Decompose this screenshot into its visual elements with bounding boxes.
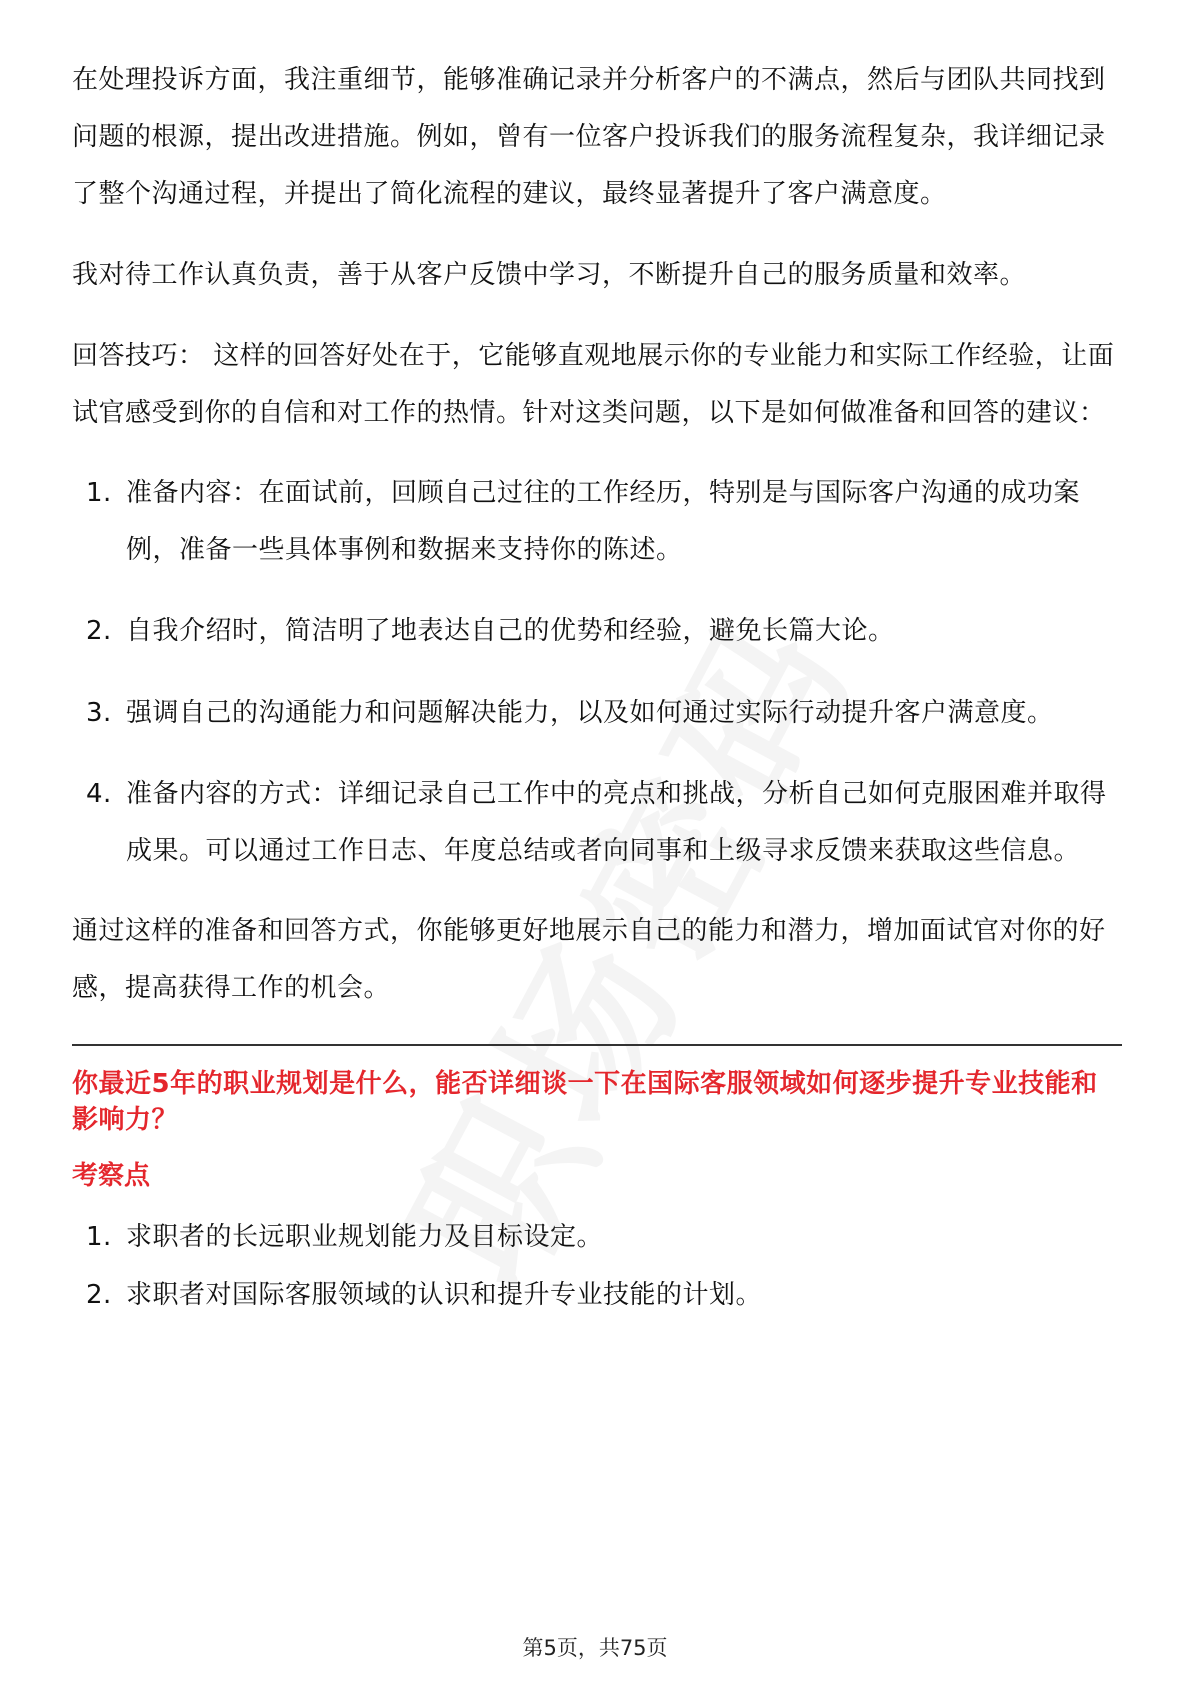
list-item: [72, 685, 1122, 742]
list-number: 2.: [86, 1280, 112, 1310]
list-number: 4.: [86, 779, 112, 809]
paragraph-closing: 通过这样的准备和回答方式，你能够更好地展示自己的能力和潜力，增加面试官对你的好感，提高获得工作的机会。: [72, 916, 1106, 1003]
list-item-text: 自我介绍时，简洁明了地表达自己的优势和经验，避免长篇大论。: [126, 616, 895, 646]
list-item-text: 求职者的长远职业规划能力及目标设定。: [126, 1222, 604, 1252]
list-item: [72, 766, 1122, 880]
document-page: [72, 52, 1122, 1332]
list-item: [72, 1274, 1122, 1316]
list-item-text: 准备内容的方式：详细记录自己工作中的亮点和挑战，分析自己如何克服困难并取得成果。可以通过工作日志、年度总结或者向同事和上级寻求反馈来获取这些信息。: [126, 779, 1107, 866]
list-number: 1.: [86, 1222, 112, 1252]
list-item: [72, 465, 1122, 579]
paragraph-complaint-handling: 在处理投诉方面，我注重细节，能够准确记录并分析客户的不满点，然后与团队共同找到问题的根源，提出改进措施。例如，曾有一位客户投诉我们的服务流程复杂，我详细记录了整个沟通过程，并提出了简化流程的建议，最终显著提升了客户满意度。: [72, 65, 1106, 209]
section-divider: [72, 1044, 1122, 1046]
list-item-text: 求职者对国际客服领域的认识和提升专业技能的计划。: [126, 1280, 763, 1310]
assessment-points-list: [72, 1216, 1122, 1316]
section-heading: 考察点: [72, 1161, 151, 1191]
list-item-text: 强调自己的沟通能力和问题解决能力，以及如何通过实际行动提升客户满意度。: [126, 698, 1054, 728]
interview-question: 你最近5年的职业规划是什么，能否详细谈一下在国际客服领域如何逐步提升专业技能和影响力？: [72, 1069, 1098, 1135]
list-number: 3.: [86, 698, 112, 728]
list-item: [72, 1216, 1122, 1258]
list-item-text: 准备内容：在面试前，回顾自己过往的工作经历，特别是与国际客户沟通的成功案例，准备一些具体事例和数据来支持你的陈述。: [126, 478, 1081, 565]
tips-list: [72, 465, 1122, 880]
list-number: 1.: [86, 478, 112, 508]
list-number: 2.: [86, 616, 112, 646]
paragraph-answer-tips: 回答技巧： 这样的回答好处在于，它能够直观地展示你的专业能力和实际工作经验，让面试官感受到你的自信和对工作的热情。针对这类问题，以下是如何做准备和回答的建议：: [72, 341, 1115, 428]
list-item: [72, 603, 1122, 660]
page-footer: 第5页，共75页: [522, 1636, 668, 1660]
paragraph-work-attitude: 我对待工作认真负责，善于从客户反馈中学习，不断提升自己的服务质量和效率。: [72, 260, 1027, 290]
